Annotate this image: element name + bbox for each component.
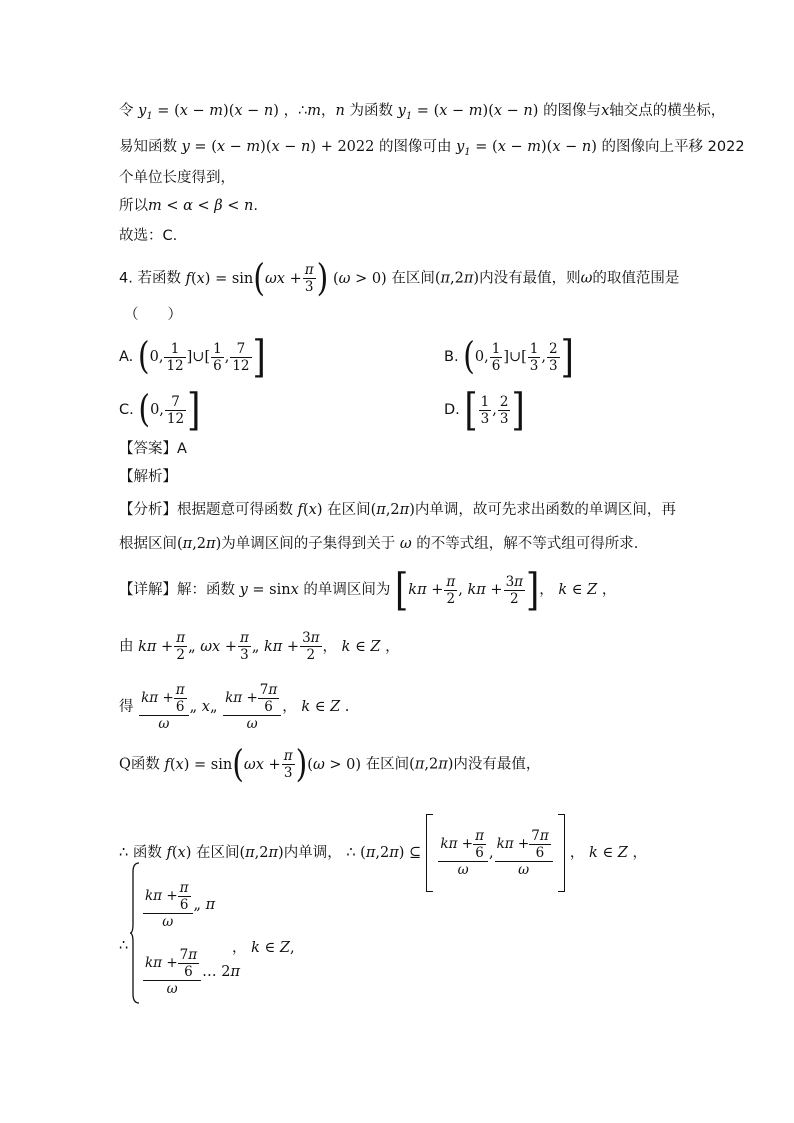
detail-line-1: 【详解】解：函数 y = sinx 的单调区间为 [kπ + $\frac{\pi}{2}$ , kπ + $\frac{3\pi}{2}$ ]， k ∈ Z ，: [119, 564, 617, 616]
k-in-z: k ∈ Z: [558, 582, 598, 598]
text-segment: 在区间: [391, 270, 435, 287]
text-segment: 的图像可由: [378, 139, 452, 155]
option-a[interactable]: A. (0, $\frac{1}{12}$ ]∪[ $\frac{1}{6}$ , $\frac{7}{12}$ ]: [119, 331, 266, 383]
text-segment: 在区间: [365, 756, 410, 773]
text-segment: 为单调区间的子集得到关于: [221, 536, 396, 552]
detail-line-5: ∴ 函数 f(x) 在区间(π,2π)内单调， ∴ (π,2π) ⊆ kπ + $\frac{\pi}{6}$ ω , kπ + $\frac{7\pi}{6}$ ω ， k ∈ Z ，: [119, 814, 647, 892]
detail-line-4: Q函数 f(x) = sin(ωx + $\frac{\pi}{3}$ )(ω > 0) 在区间(π,2π)内没有最值，: [119, 742, 541, 786]
option-label: C.: [119, 402, 134, 418]
text-segment: 轴交点的横坐标，: [609, 103, 726, 119]
text-segment: .: [253, 198, 258, 214]
text-segment: 在区间: [195, 845, 240, 861]
xiangjie-tag: 【详解】: [119, 582, 177, 598]
option-label: B.: [444, 349, 459, 365]
text-segment: 函数: [130, 756, 160, 773]
inequality-2: kπ + $\frac{7\pi}{6}$ ω … 2π: [145, 947, 241, 997]
text-segment: 的图像向上平移 2022: [601, 139, 745, 155]
option-label: A.: [119, 349, 134, 365]
text-segment: 内单调，故可先求出函数的单调区间，再: [414, 502, 676, 518]
text-segment: 函数: [132, 845, 162, 861]
question-4-paren: （ ）: [124, 307, 182, 323]
solution-line-1: 令 $y_1 = (x - m)(x - n)$ ，∴m，n 为函数 $y_1 = (x - m)(x - n)$ 的图像与x轴交点的横坐标，: [119, 103, 726, 122]
text-segment: 内没有最值，: [453, 756, 541, 773]
solution-line-4: 所以m < α < β < n.: [119, 198, 258, 214]
text-segment: 的不等式组，解不等式组可得所求.: [416, 536, 639, 552]
text-segment: ，: [321, 103, 336, 119]
text-segment: 得: [119, 699, 134, 715]
text-segment: 根据题意可得函数: [177, 502, 293, 518]
option-label: D.: [444, 402, 460, 418]
text-segment: 令: [119, 103, 134, 119]
text-segment: ，∴: [283, 103, 308, 119]
text-segment: 内没有最值，则: [479, 270, 581, 287]
analysis-line-2: 根据区间(π,2π)为单调区间的子集得到关于 ω 的不等式组，解不等式组可得所求.: [119, 536, 639, 552]
option-b[interactable]: B. (0, $\frac{1}{6}$ ]∪[ $\frac{1}{3}$ , $\frac{2}{3}$ ]: [444, 331, 574, 383]
solution-line-3: 个单位长度得到，: [119, 170, 235, 186]
answer-line: [119, 438, 187, 460]
answer-tag: 【答案】: [119, 441, 177, 457]
question-4-stem: 4. 若函数 f(x) = sin(ωx + $\frac{\pi}{3}$ ) (ω > 0) 在区间(π,2π)内没有最值，则ω的取值范围是: [119, 256, 680, 300]
text-segment: 的取值范围是: [592, 270, 680, 287]
therefore-symbol: ∴: [119, 938, 129, 954]
option-c[interactable]: C. (0, $\frac{7}{12}$ ]: [119, 384, 201, 436]
option-d[interactable]: D. [ $\frac{1}{3}$ , $\frac{2}{3}$ ]: [444, 384, 525, 436]
text-segment: 内单调，: [283, 845, 342, 861]
text-segment: 的图像与: [543, 103, 602, 119]
analysis-line-1: 【分析】根据题意可得函数 f(x) 在区间(π,2π)内单调，故可先求出函数的单调区间，再: [119, 502, 676, 518]
detail-line-2: 由 kπ + $\frac{\pi}{2}$ „ ωx + $\frac{\pi}{3}$ „ kπ + $\frac{3\pi}{2}$ ， k ∈ Z ，: [119, 630, 400, 663]
text-segment: 所以: [119, 198, 148, 214]
text-segment: 的单调区间为: [303, 582, 391, 598]
analysis-tag: 【解析】: [119, 469, 177, 485]
text-segment: 为函数: [349, 103, 393, 119]
text-segment: 解：函数: [177, 582, 235, 598]
text-segment: 在区间: [327, 502, 371, 518]
text-segment: 根据区间: [119, 536, 177, 552]
solution-line-2: 易知函数 y = (x − m)(x − n) + 2022 的图像可由 $y_1 = (x - m)(x - n)$ 的图像向上平移 2022: [119, 139, 745, 158]
brace-icon: [130, 862, 140, 1004]
inequality-1: kπ + $\frac{\pi}{6}$ ω „ π: [145, 880, 216, 930]
fenxi-tag: 【分析】: [119, 502, 177, 518]
solution-line-5: 故选：C.: [119, 228, 178, 244]
question-number: 4.: [119, 270, 133, 287]
k-condition: ， k ∈ Z,: [232, 940, 295, 956]
text-segment: 由: [119, 638, 134, 655]
answer-value: A: [177, 441, 187, 457]
text-segment: 若函数: [137, 270, 181, 287]
text-segment: 易知函数: [119, 139, 177, 155]
detail-line-3: 得 kπ + $\frac{\pi}{6}$ ω „ x„ kπ + $\frac{7\pi}{6}$ ω ， k ∈ Z .: [119, 682, 350, 732]
